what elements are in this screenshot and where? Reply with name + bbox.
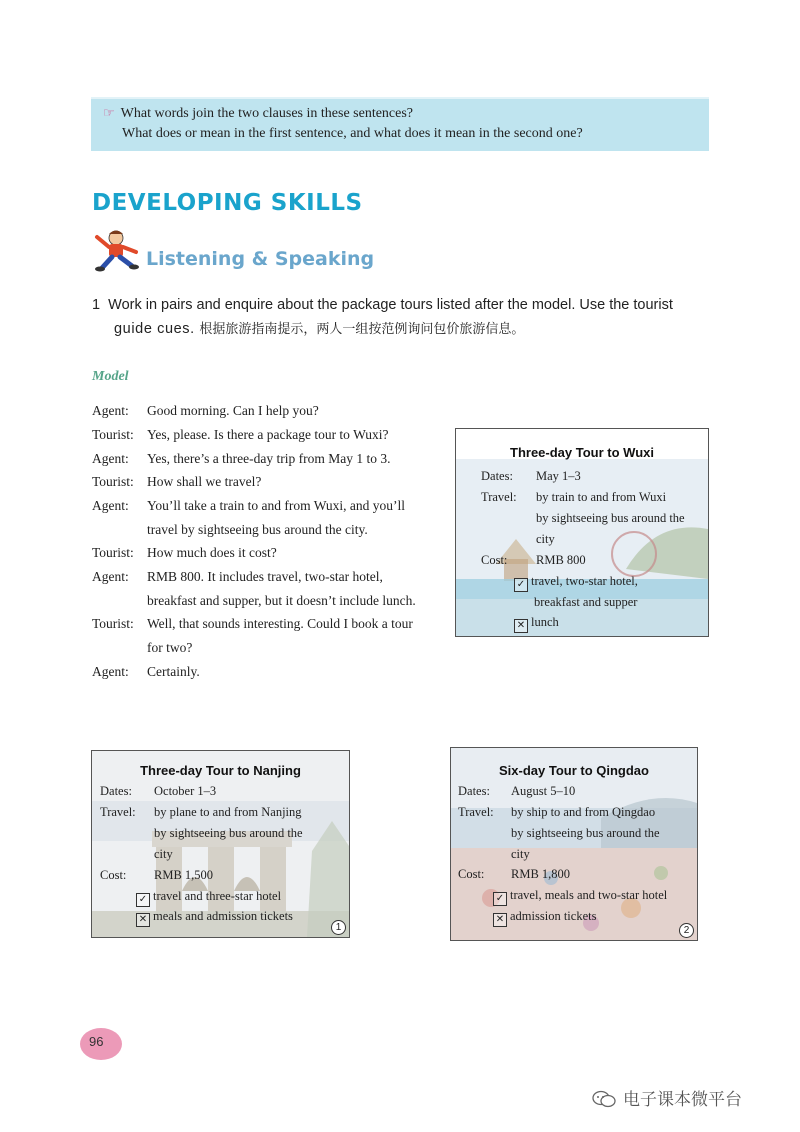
card-title: Six-day Tour to Qingdao [499,763,649,778]
travel-label: Travel: [458,805,494,819]
cost-value: RMB 1,500 [154,868,214,882]
utterance: for two? [147,640,193,655]
utterance: travel by sightseeing bus around the city. [147,522,368,537]
speaker: Tourist: [92,427,134,442]
utterance: RMB 800. It includes travel, two-star hotel, [147,569,383,584]
travel-value-3: city [154,847,173,861]
question-note-box [91,97,709,151]
speaker: Agent: [92,569,129,584]
dates-label: Dates: [458,784,490,798]
cross-icon: ✕ [514,619,528,633]
excluded-item [514,615,559,633]
instruction-text-1: Work in pairs and enquire about the package tours listed after the model. Use the tourist [108,297,673,313]
cost-label: Cost: [481,553,508,567]
utterance: Well, that sounds interesting. Could I book a tour [147,616,413,631]
included-item-continued: breakfast and supper [534,595,638,609]
instruction-line-1 [92,297,673,313]
travel-label: Travel: [100,805,136,819]
watermark-text: 电子课本微平台 [623,1090,742,1110]
travel-value-2: by sightseeing bus around the [154,826,303,840]
included-item [136,889,281,907]
travel-value-2: by sightseeing bus around the [511,826,660,840]
speaker: Tourist: [92,616,134,631]
note-text-1: What words join the two clauses in these sentences? [120,106,414,121]
excluded-text: lunch [531,615,559,629]
utterance: Yes, there’s a three-day trip from May 1 to 3. [147,451,391,466]
travel-value-2: by sightseeing bus around the [536,511,685,525]
card-title: Three-day Tour to Nanjing [140,763,301,778]
travel-value-1: by train to and from Wuxi [536,490,667,504]
instruction-line-2 [114,318,524,337]
page-number: 96 [89,1034,104,1049]
cross-icon: ✕ [493,913,507,927]
speaker: Agent: [92,451,129,466]
travel-value-3: city [536,532,555,546]
included-item [514,574,638,592]
excluded-text: admission tickets [510,909,597,923]
speaker: Agent: [92,498,129,513]
utterance: You’ll take a train to and from Wuxi, and you’ll [147,498,406,513]
cost-label: Cost: [458,867,485,881]
speaker: Tourist: [92,545,134,560]
page-number-badge [80,1028,122,1060]
included-item [493,888,667,906]
check-icon: ✓ [136,893,150,907]
included-text: travel, two-star hotel, [531,574,638,588]
instruction-text-2: guide cues. [114,321,195,337]
dates-label: Dates: [100,784,132,798]
included-text: travel, meals and two-star hotel [510,888,668,902]
watermark [591,1085,742,1110]
check-icon: ✓ [514,578,528,592]
note-line-1 [103,105,413,122]
dates-label: Dates: [481,469,513,483]
travel-value-3: city [511,847,530,861]
pointing-hand-icon: ☞ [103,105,115,120]
instruction-number: 1 [92,297,101,313]
card-number-badge: 1 [331,920,346,935]
travel-label: Travel: [481,490,517,504]
tour-card-wuxi [455,428,709,637]
utterance: Certainly. [147,664,200,679]
card-title: Three-day Tour to Wuxi [510,445,654,460]
speaker: Tourist: [92,474,134,489]
dates-value: August 5–10 [511,784,576,798]
utterance: Good morning. Can I help you? [147,403,319,418]
excluded-item [136,909,293,927]
subsection-heading: Listening & Speaking [146,248,375,270]
cross-icon: ✕ [136,913,150,927]
cost-value: RMB 1,800 [511,867,571,881]
tour-card-nanjing [91,750,350,938]
mascot-icon [92,228,142,272]
speaker: Agent: [92,403,129,418]
speaker: Agent: [92,664,129,679]
utterance: breakfast and supper, but it doesn’t include lunch. [147,593,416,608]
excluded-item [493,909,596,927]
card-number-badge: 2 [679,923,694,938]
tour-card-qingdao [450,747,698,941]
utterance: How shall we travel? [147,474,262,489]
model-label: Model [92,369,129,384]
cost-label: Cost: [100,868,127,882]
wechat-icon [591,1090,617,1108]
dates-value: May 1–3 [536,469,581,483]
cost-value: RMB 800 [536,553,586,567]
section-heading: DEVELOPING SKILLS [92,190,363,216]
utterance: Yes, please. Is there a package tour to Wuxi? [147,427,389,442]
utterance: How much does it cost? [147,545,277,560]
travel-value-1: by ship to and from Qingdao [511,805,656,819]
included-text: travel and three-star hotel [153,889,282,903]
travel-value-1: by plane to and from Nanjing [154,805,302,819]
dates-value: October 1–3 [154,784,217,798]
instruction-chinese: 根据旅游指南提示，两人一组按范例询问包价旅游信息。 [199,322,525,337]
note-line-2: What does or mean in the first sentence, and what does it mean in the second one? [122,126,583,141]
check-icon: ✓ [493,892,507,906]
excluded-text: meals and admission tickets [153,909,293,923]
